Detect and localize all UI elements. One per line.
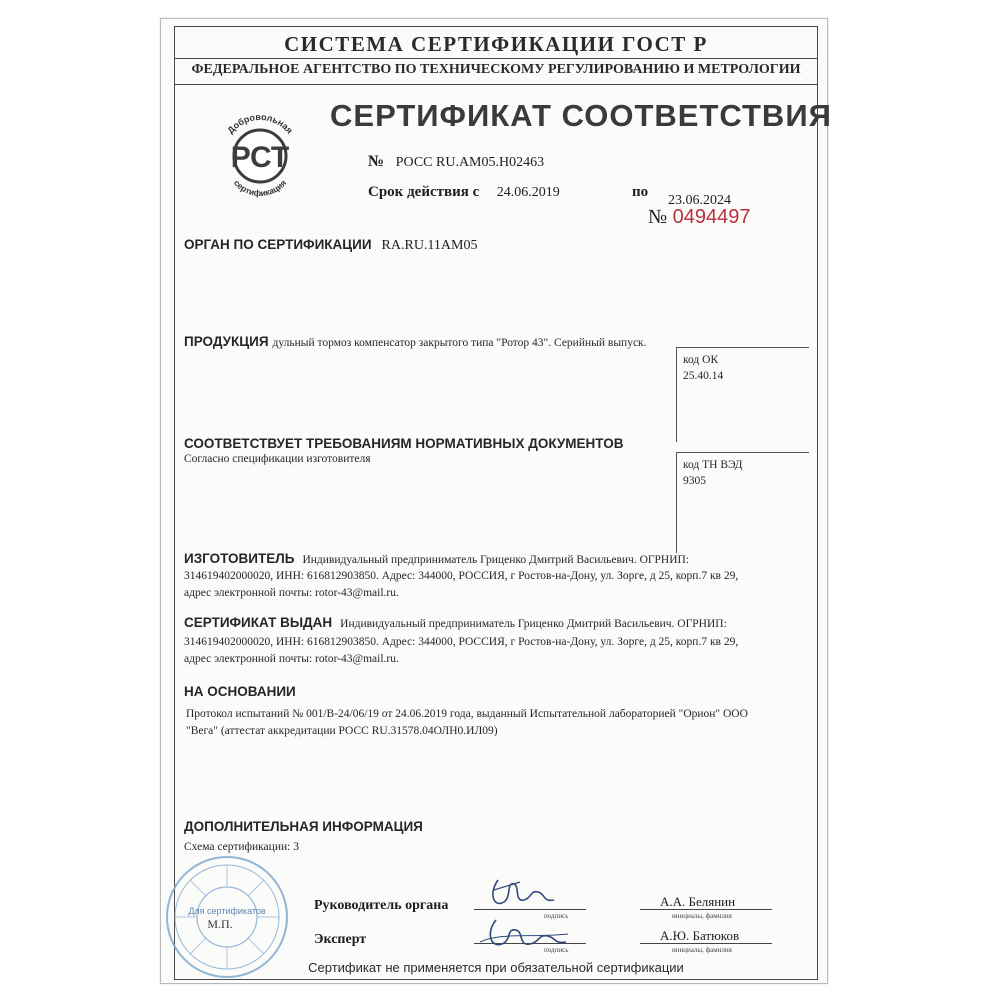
stamp-place-label: М.П.	[207, 917, 233, 931]
manufacturer-text-2: 314619402000020, ИНН: 616812903850. Адрес: 344000, РОССИЯ, г Ростов-на-Дону, ул. Зорге, д 25, корп.7 кв 29,	[184, 570, 739, 582]
manufacturer-text-3: адрес электронной почты: rotor-43@mail.ru.	[184, 587, 399, 599]
certificate-number-line	[368, 153, 544, 171]
expert-name: А.Ю. Батюков	[660, 928, 740, 943]
manufacturer-label: ИЗГОТОВИТЕЛЬ	[184, 551, 295, 566]
blank-number-label: №	[648, 206, 668, 228]
valid-from: 24.06.2019	[496, 185, 560, 200]
header-divider	[174, 58, 818, 59]
basis-text-2: "Вега" (аттестат аккредитации РОСС RU.31578.04ОЛН0.ИЛ09)	[186, 725, 498, 737]
expert-name-caption: инициалы, фамилия	[672, 946, 732, 954]
organ-line	[184, 236, 477, 254]
agency-title: ФЕДЕРАЛЬНОЕ АГЕНТСТВО ПО ТЕХНИЧЕСКОМУ РЕГУЛИРОВАНИЮ И МЕТРОЛОГИИ	[191, 62, 801, 77]
head-name-caption: инициалы, фамилия	[672, 912, 732, 920]
issued-text-2: 314619402000020, ИНН: 616812903850. Адрес: 344000, РОССИЯ, г Ростов-на-Дону, ул. Зорге, д 25, корп.7 кв 29,	[184, 636, 739, 648]
blank-number-line	[648, 206, 751, 229]
logo-bottom-text: сертификация	[231, 177, 289, 199]
head-signature-caption: подпись	[544, 912, 569, 920]
system-title: СИСТЕМА СЕРТИФИКАЦИИ ГОСТ Р	[284, 32, 708, 56]
tnved-code-value: 9305	[683, 475, 706, 488]
logo-top-text: Добровольная	[225, 111, 295, 136]
rst-logo-icon	[212, 104, 308, 200]
expert-signature	[472, 912, 582, 956]
footer-note: Сертификат не применяется при обязательной сертификации	[308, 960, 684, 975]
product-block	[184, 330, 664, 353]
ok-code-value: 25.40.14	[683, 370, 724, 383]
basis-text-1: Протокол испытаний № 001/В-24/06/19 от 24.06.2019 года, выданный Испытательной лабораторией "Орион" ООО	[186, 708, 748, 720]
compliance-label: СООТВЕТСТВУЕТ ТРЕБОВАНИЯМ НОРМАТИВНЫХ ДОКУМЕНТОВ	[184, 436, 624, 451]
additional-label: ДОПОЛНИТЕЛЬНАЯ ИНФОРМАЦИЯ	[184, 819, 423, 834]
product-label: ПРОДУКЦИЯ	[184, 334, 269, 349]
tnved-code-box	[676, 452, 809, 553]
agency-divider	[174, 84, 818, 85]
issued-text-1: Индивидуальный предприниматель Гриценко Дмитрий Васильевич. ОГРНИП:	[340, 618, 727, 630]
expert-label: Эксперт	[314, 932, 367, 947]
head-label: Руководитель органа	[314, 898, 449, 913]
certificate-title: СЕРТИФИКАТ СООТВЕТСТВИЯ	[330, 98, 832, 133]
scheme-text: Схема сертификации: 3	[184, 841, 299, 853]
head-name: А.А. Белянин	[660, 894, 736, 909]
organ-value: RA.RU.11АМ05	[381, 238, 478, 253]
stamp-text: Для сертификатов	[188, 906, 266, 916]
manufacturer-line1	[184, 550, 689, 568]
expert-signature-caption: подпись	[544, 946, 569, 954]
product-value: дульный тормоз компенсатор закрытого типа "Ротор 43". Серийный выпуск.	[272, 337, 647, 349]
blank-number: 0494497	[672, 206, 751, 228]
organ-label: ОРГАН ПО СЕРТИФИКАЦИИ	[184, 237, 372, 252]
ok-code-box	[676, 347, 809, 442]
issued-line1	[184, 614, 727, 632]
validity-label: Срок действия с	[368, 184, 480, 200]
compliance-value: Согласно спецификации изготовителя	[184, 453, 371, 465]
tnved-code-label: код ТН ВЭД	[683, 459, 743, 471]
issued-label: СЕРТИФИКАТ ВЫДАН	[184, 615, 333, 630]
manufacturer-text-1: Индивидуальный предприниматель Гриценко Дмитрий Васильевич. ОГРНИП:	[302, 554, 690, 566]
logo-mark: РСТ	[230, 141, 290, 174]
basis-label: НА ОСНОВАНИИ	[184, 684, 296, 699]
number-label: №	[368, 153, 385, 170]
certificate-number: РОСС RU.АМ05.Н02463	[395, 155, 545, 170]
issued-text-3: адрес электронной почты: rotor-43@mail.ru.	[184, 653, 399, 665]
validity-line	[368, 184, 560, 201]
head-signature	[480, 872, 580, 916]
ok-code-label: код ОК	[683, 354, 719, 366]
validity-to-label: по	[632, 184, 649, 200]
valid-to: 23.06.2024	[668, 193, 731, 208]
